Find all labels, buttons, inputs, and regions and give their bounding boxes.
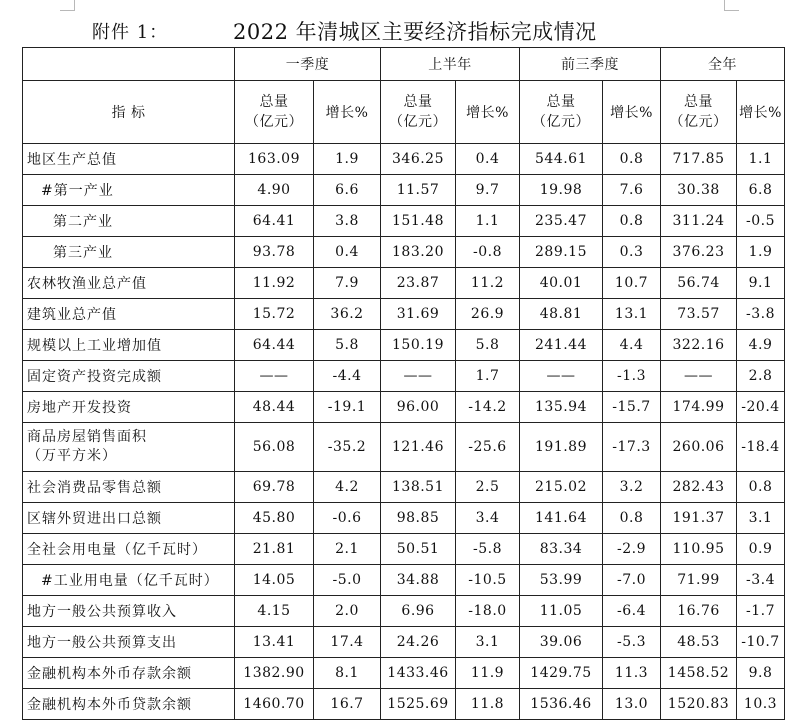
growth-value-cell: 11.3 [603,658,661,689]
total-value-cell: 235.47 [520,206,603,237]
growth-value-cell: 4.9 [737,330,785,361]
growth-value-cell: 10.3 [737,689,785,720]
total-value-cell: 191.37 [661,503,737,534]
growth-value-cell: -1.3 [603,361,661,392]
indicator-name-cell: 地方一般公共预算支出 [23,627,235,658]
total-value-cell: 31.69 [381,299,456,330]
total-value-cell: 183.20 [381,237,456,268]
total-value-cell: 64.44 [235,330,314,361]
growth-value-cell: -0.8 [456,237,520,268]
growth-value-cell: 0.8 [603,503,661,534]
total-value-cell: 346.25 [381,144,456,175]
total-value-cell: 311.24 [661,206,737,237]
growth-value-cell: 5.8 [314,330,381,361]
growth-value-cell: -3.8 [737,299,785,330]
growth-value-cell: 0.8 [737,472,785,503]
growth-value-cell: 11.8 [456,689,520,720]
total-value-cell: 135.94 [520,392,603,423]
economic-indicators-table [22,47,785,720]
total-value-cell: 96.00 [381,392,456,423]
total-value-cell: 191.89 [520,423,603,472]
table-row [23,268,785,299]
growth-value-cell: 2.0 [314,596,381,627]
table-row [23,565,785,596]
growth-value-cell: -14.2 [456,392,520,423]
total-value-cell: 21.81 [235,534,314,565]
total-value-cell: 24.26 [381,627,456,658]
table-row [23,175,785,206]
total-value-cell: 1525.69 [381,689,456,720]
total-value-cell: 11.05 [520,596,603,627]
table-row [23,627,785,658]
indicator-name-cell: 金融机构本外币贷款余额 [23,689,235,720]
growth-value-cell: 5.8 [456,330,520,361]
total-value-cell: —— [661,361,737,392]
table-row [23,237,785,268]
growth-value-cell: 11.9 [456,658,520,689]
table-row [23,503,785,534]
sub-growth-header: 增长% [603,81,661,144]
total-value-cell: 215.02 [520,472,603,503]
total-value-cell: 1382.90 [235,658,314,689]
total-value-cell: 16.76 [661,596,737,627]
growth-value-cell: 13.0 [603,689,661,720]
total-value-cell: 48.44 [235,392,314,423]
growth-value-cell: 9.7 [456,175,520,206]
header-q1: 一季度 [235,48,381,81]
header-h1: 上半年 [381,48,520,81]
total-value-cell: 53.99 [520,565,603,596]
total-value-cell: 83.34 [520,534,603,565]
table-row [23,689,785,720]
growth-value-cell: -5.3 [603,627,661,658]
sub-total-header: 总量 （亿元） [235,81,314,144]
growth-value-cell: 11.2 [456,268,520,299]
total-value-cell: 322.16 [661,330,737,361]
quarter-header-row [23,48,785,81]
growth-value-cell: -35.2 [314,423,381,472]
growth-value-cell: 0.4 [314,237,381,268]
indicator-name-cell: 社会消费品零售总额 [23,472,235,503]
sub-growth-header: 增长% [314,81,381,144]
total-value-cell: 40.01 [520,268,603,299]
total-value-cell: 48.53 [661,627,737,658]
total-value-cell: —— [520,361,603,392]
growth-value-cell: -15.7 [603,392,661,423]
total-value-cell: 1536.46 [520,689,603,720]
table-row [23,534,785,565]
growth-value-cell: 4.4 [603,330,661,361]
header-year: 全年 [661,48,785,81]
total-value-cell: 98.85 [381,503,456,534]
growth-value-cell: 9.8 [737,658,785,689]
growth-value-cell: -7.0 [603,565,661,596]
growth-value-cell: -18.4 [737,423,785,472]
total-value-cell: 11.92 [235,268,314,299]
total-value-cell: 48.81 [520,299,603,330]
total-value-cell: 4.90 [235,175,314,206]
total-value-cell: 69.78 [235,472,314,503]
growth-value-cell: 9.1 [737,268,785,299]
growth-value-cell: -18.0 [456,596,520,627]
table-row [23,596,785,627]
table-row [23,299,785,330]
total-value-cell: 34.88 [381,565,456,596]
total-value-cell: 282.43 [661,472,737,503]
indicator-name-cell: #第一产业 [23,175,235,206]
total-value-cell: 376.23 [661,237,737,268]
total-value-cell: 30.38 [661,175,737,206]
growth-value-cell: 0.8 [603,206,661,237]
total-value-cell: 56.74 [661,268,737,299]
attachment-label: 附件 1： [92,22,169,43]
corner-empty-cell [23,48,235,81]
growth-value-cell: 2.1 [314,534,381,565]
growth-value-cell: 6.6 [314,175,381,206]
growth-value-cell: 3.8 [314,206,381,237]
growth-value-cell: -5.8 [456,534,520,565]
growth-value-cell: 3.1 [737,503,785,534]
growth-value-cell: 7.6 [603,175,661,206]
total-value-cell: 174.99 [661,392,737,423]
sub-growth-header: 增长% [456,81,520,144]
growth-value-cell: 2.5 [456,472,520,503]
document-title: 2022 年清城区主要经济指标完成情况 [233,20,597,44]
table-row [23,392,785,423]
table-row [23,330,785,361]
growth-value-cell: 0.9 [737,534,785,565]
total-value-cell: —— [235,361,314,392]
total-value-cell: 121.46 [381,423,456,472]
indicator-name-cell: 商品房屋销售面积 （万平方米） [23,423,235,472]
growth-value-cell: 17.4 [314,627,381,658]
indicator-header: 指 标 [23,81,235,144]
total-value-cell: 93.78 [235,237,314,268]
growth-value-cell: 36.2 [314,299,381,330]
indicator-name-cell: 第二产业 [23,206,235,237]
indicator-name-cell: 农林牧渔业总产值 [23,268,235,299]
growth-value-cell: 0.4 [456,144,520,175]
total-value-cell: 1458.52 [661,658,737,689]
total-value-cell: 56.08 [235,423,314,472]
total-value-cell: 1429.75 [520,658,603,689]
growth-value-cell: -6.4 [603,596,661,627]
indicator-name-cell: 房地产开发投资 [23,392,235,423]
growth-value-cell: -4.4 [314,361,381,392]
growth-value-cell: 1.9 [314,144,381,175]
total-value-cell: 289.15 [520,237,603,268]
growth-value-cell: -1.7 [737,596,785,627]
total-value-cell: 4.15 [235,596,314,627]
growth-value-cell: 0.8 [603,144,661,175]
growth-value-cell: 2.8 [737,361,785,392]
total-value-cell: 45.80 [235,503,314,534]
growth-value-cell: 6.8 [737,175,785,206]
table-row [23,423,785,472]
total-value-cell: 14.05 [235,565,314,596]
total-value-cell: 260.06 [661,423,737,472]
total-value-cell: 71.99 [661,565,737,596]
growth-value-cell: -3.4 [737,565,785,596]
total-value-cell: 19.98 [520,175,603,206]
table-row [23,472,785,503]
growth-value-cell: 1.1 [737,144,785,175]
indicator-name-cell: 建筑业总产值 [23,299,235,330]
growth-value-cell: 7.9 [314,268,381,299]
header-q3: 前三季度 [520,48,661,81]
growth-value-cell: -17.3 [603,423,661,472]
growth-value-cell: 3.2 [603,472,661,503]
indicator-name-cell: 全社会用电量（亿千瓦时） [23,534,235,565]
total-value-cell: 64.41 [235,206,314,237]
total-value-cell: 13.41 [235,627,314,658]
total-value-cell: 23.87 [381,268,456,299]
indicator-name-cell: 固定资产投资完成额 [23,361,235,392]
total-value-cell: —— [381,361,456,392]
growth-value-cell: -10.7 [737,627,785,658]
growth-value-cell: 1.1 [456,206,520,237]
indicator-name-cell: 第三产业 [23,237,235,268]
growth-value-cell: -25.6 [456,423,520,472]
total-value-cell: 138.51 [381,472,456,503]
growth-value-cell: 10.7 [603,268,661,299]
indicator-name-cell: 区辖外贸进出口总额 [23,503,235,534]
total-value-cell: 11.57 [381,175,456,206]
indicator-name-cell: 金融机构本外币存款余额 [23,658,235,689]
total-value-cell: 50.51 [381,534,456,565]
sub-total-header: 总量 （亿元） [381,81,456,144]
total-value-cell: 544.61 [520,144,603,175]
growth-value-cell: 3.1 [456,627,520,658]
total-value-cell: 241.44 [520,330,603,361]
growth-value-cell: 3.4 [456,503,520,534]
growth-value-cell: -19.1 [314,392,381,423]
growth-value-cell: 0.3 [603,237,661,268]
growth-value-cell: -0.5 [737,206,785,237]
growth-value-cell: -10.5 [456,565,520,596]
growth-value-cell: 16.7 [314,689,381,720]
indicator-name-cell: 地方一般公共预算收入 [23,596,235,627]
growth-value-cell: 1.7 [456,361,520,392]
indicator-name-cell: 规模以上工业增加值 [23,330,235,361]
growth-value-cell: 1.9 [737,237,785,268]
total-value-cell: 110.95 [661,534,737,565]
total-value-cell: 163.09 [235,144,314,175]
table-row [23,658,785,689]
growth-value-cell: -2.9 [603,534,661,565]
sub-header-row [23,81,785,144]
growth-value-cell: 8.1 [314,658,381,689]
total-value-cell: 141.64 [520,503,603,534]
document-header [0,10,800,44]
total-value-cell: 6.96 [381,596,456,627]
total-value-cell: 150.19 [381,330,456,361]
total-value-cell: 1460.70 [235,689,314,720]
total-value-cell: 15.72 [235,299,314,330]
total-value-cell: 717.85 [661,144,737,175]
indicator-name-cell: 地区生产总值 [23,144,235,175]
table-row [23,144,785,175]
table-row [23,361,785,392]
table-row [23,206,785,237]
sub-total-header: 总量 （亿元） [661,81,737,144]
growth-value-cell: 13.1 [603,299,661,330]
sub-growth-header: 增长% [737,81,785,144]
growth-value-cell: 4.2 [314,472,381,503]
growth-value-cell: -0.6 [314,503,381,534]
total-value-cell: 1520.83 [661,689,737,720]
total-value-cell: 39.06 [520,627,603,658]
growth-value-cell: -20.4 [737,392,785,423]
total-value-cell: 1433.46 [381,658,456,689]
sub-total-header: 总量 （亿元） [520,81,603,144]
indicator-name-cell: #工业用电量（亿千瓦时） [23,565,235,596]
growth-value-cell: 26.9 [456,299,520,330]
total-value-cell: 151.48 [381,206,456,237]
total-value-cell: 73.57 [661,299,737,330]
growth-value-cell: -5.0 [314,565,381,596]
